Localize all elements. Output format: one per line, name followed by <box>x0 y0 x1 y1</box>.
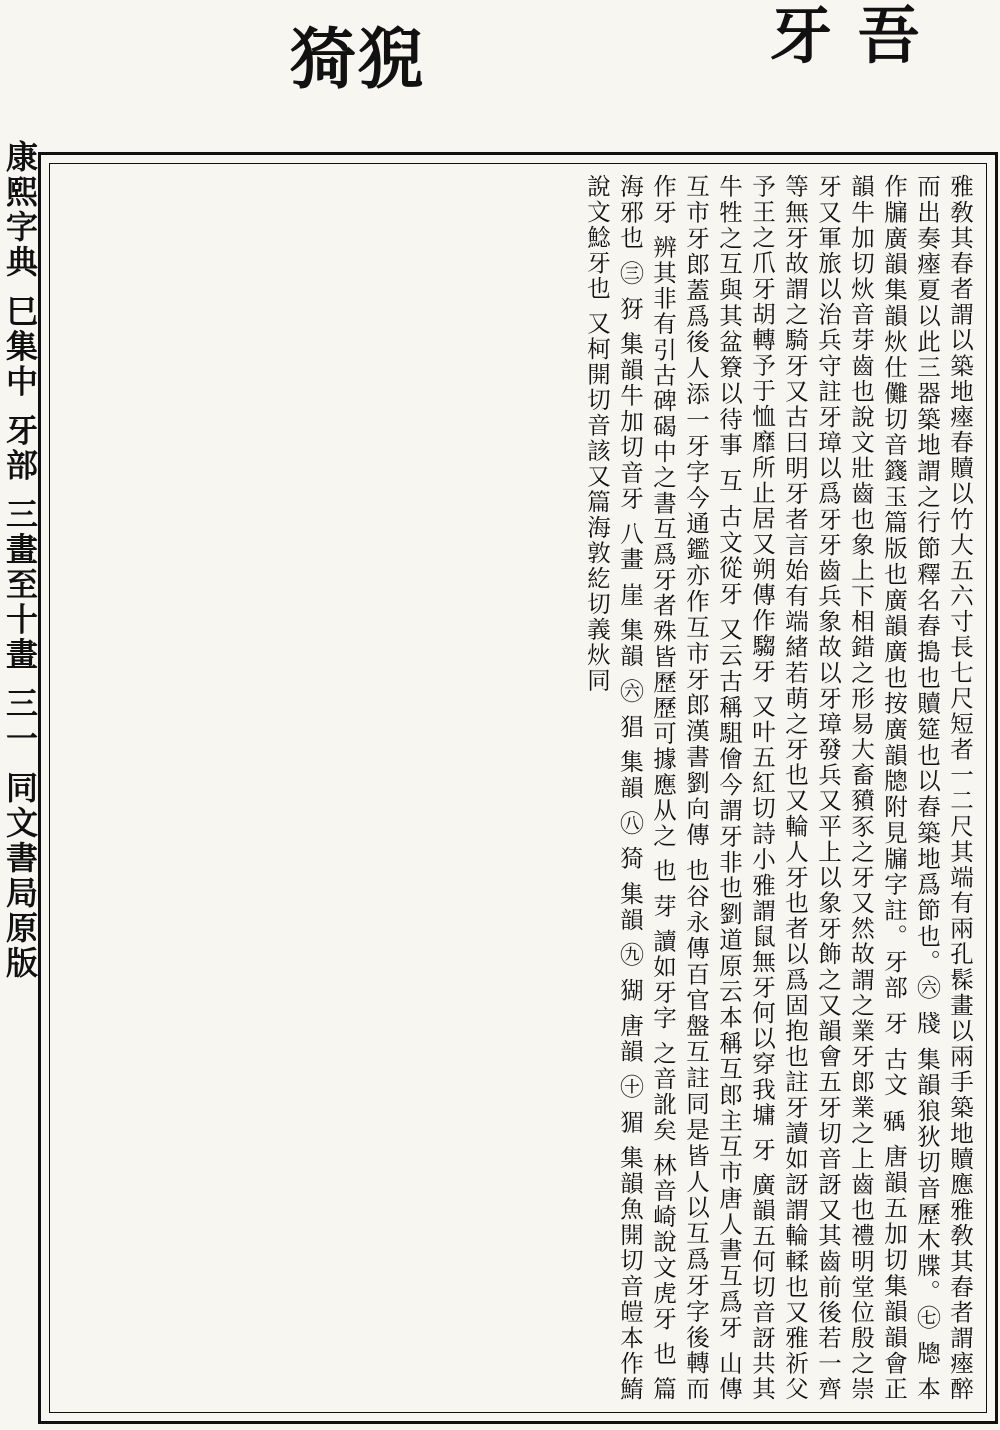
header-left-glyphs: 猗猊 <box>290 20 426 98</box>
running-head: 康熙字典 巳集中 牙部 三畫至十畫 三一 同文書局原版 <box>1 140 39 981</box>
dictionary-body: 雅敎其春者謂以築地瘞春贖以竹大五六寸長七尺短者一二尺其端有兩孔髹畫以兩手築地贖應雅敎其舂者謂瘞醉而出奏瘞夏以此三器築地謂之行節釋名舂搗也贖筵也以舂築地爲節也。㊅ 牋 集韻狼狄切音歷木牒。㊆ 牕 本作牖廣韻集韻炏仕儺切音籛玉篇版也廣韻廣也按廣韻牕附見牖字註。牙部 牙 古文 𤘐 唐韻五加切集韻韻會正韻牛加切炏音芽齒也說文壯齒也象上下相錯之形易大畜豶豕之牙又然故謂之業牙郎業之上齒也禮明堂位殷之崇牙又軍旅以治兵守註牙璋以爲牙牙齒兵象故以牙璋發兵又平上以象牙飾之又韻會五牙切音訝又其齒前後若一齊等無牙故謂之騎牙又古曰明牙者言始有端緒若萌之牙也又輪人牙也者以爲固抱也註牙讀如訝謂輪輮也又雅祈父予王之爪牙胡轉予于恤靡所止居又朔傳作騶牙 又叶五紅切詩小雅謂鼠無牙何以穿我墉 牙 廣韻五何切音訝共其牛牲之互與其盆簝以待事 互 古文從牙 又云古稱駔儈今謂牙非也劉道原云本稱互郎主互市唐人書互爲牙 山傳互市牙郎蓋爲後人添一牙字今通鑑亦作互市牙郎漢書劉向傳 也谷永傳百官盤互註同是皆人以互爲牙字後轉而作牙 辨其非有引古碑碣中之書互爲牙者殊皆歷歷可據應从之 也 芽 讀如牙字 之音訛矣 林音崎說文虎牙 也 篇海邪也 ㊂ 犽 集韻牛加切音牙 八畫 崖 集韻 ㊅ 猖 集韻 ㊇ 猗 集韻 ㊈ 猢 唐韻 ㊉ 猸 集韻魚開切音皚本作鰖說文鯰牙也 又柯開切音該又篇海敦紇切義炏同 <box>583 174 974 1402</box>
header-right-glyphs: 牙 吾 <box>770 0 922 72</box>
inner-frame <box>49 163 987 1413</box>
page-frame <box>38 152 998 1424</box>
